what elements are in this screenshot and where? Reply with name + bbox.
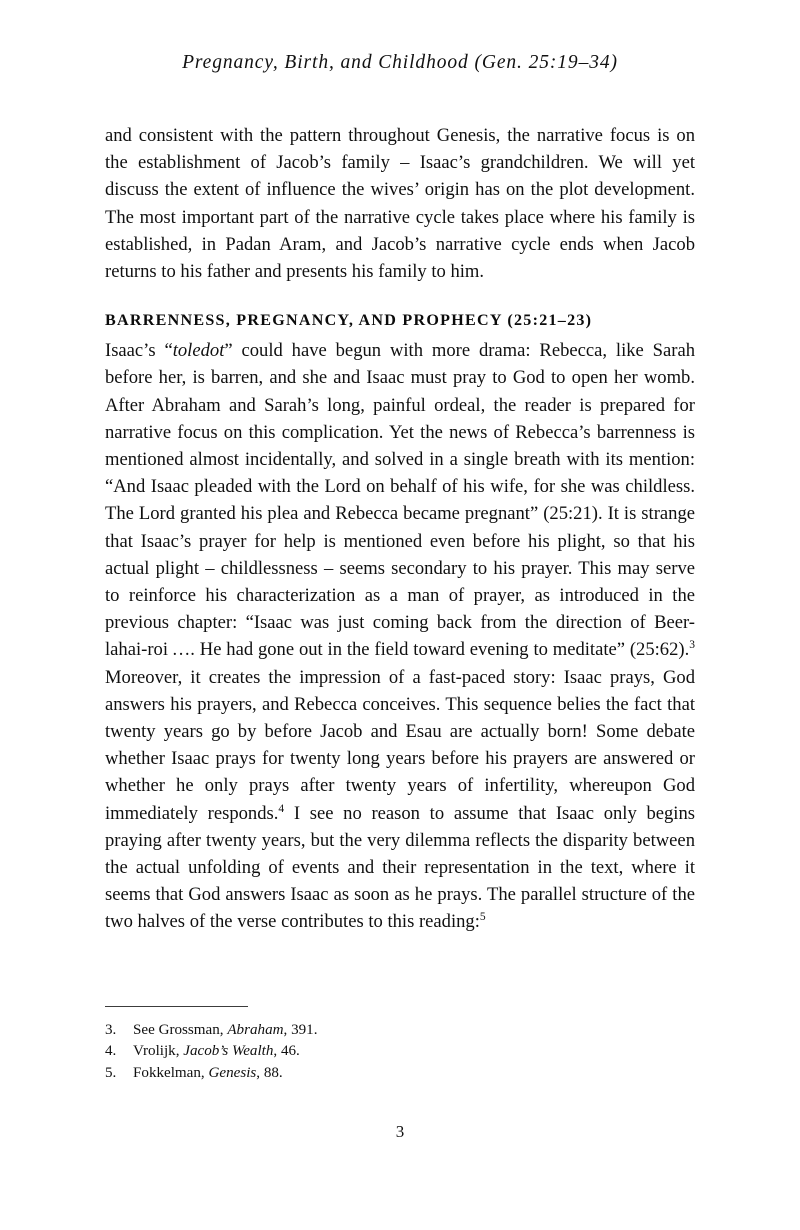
footnote-text [133, 1041, 695, 1062]
footnote-title: Jacob’s Wealth [183, 1043, 274, 1060]
footnote-title: Abraham [227, 1022, 284, 1038]
footnote-marker-4[interactable]: 4 [278, 802, 285, 815]
paragraph-segment-3: Moreover, it creates the impression of a fast-paced story: Isaac prays, God answers his prayers, and Rebecca conceives. This sequence belies the fact that twenty years go by before Jacob and Esau are actually born! Some debate whether Isaac prays for twenty long years before his prayers are answered or whether he only prays after twenty years of infertility, whereupon God immediately responds. [105, 666, 695, 824]
paragraph-segment-1: Isaac’s “ [105, 340, 173, 362]
paragraph-segment-4: I see no reason to assume that Isaac only begins praying after twenty years, but the very dilemma reflects the disparity between the actual unfolding of events and their representation in the text, where it seems that God answers Isaac as soon as he prays. The parallel structure of the two halves of the verse contributes to this reading: [105, 802, 695, 933]
footnote-marker-5[interactable]: 5 [479, 911, 486, 924]
footnote-block [105, 1006, 695, 1084]
footnote-item [105, 1041, 695, 1062]
italic-term-toledot: toledot [172, 340, 225, 362]
footnote-prefix: Vrolijk, [133, 1043, 184, 1060]
footnote-number: 5. [105, 1064, 117, 1081]
paragraph-continuation: and consistent with the pattern throughout Genesis, the narrative focus is on the establishment of Jacob’s family – Isaac’s grandchildren. We will yet discuss the extent of influence the wives’ origin has on the plot development. The most important part of the narrative cycle takes place where his family is established, in Padan Aram, and Jacob’s narrative cycle ends when Jacob returns to his father and presents his family to him. [105, 125, 695, 283]
section-heading: BARRENNESS, PREGNANCY, AND PROPHECY (25:21–23) [105, 312, 593, 330]
footnote-item [105, 1020, 695, 1041]
footnote-text [133, 1063, 695, 1084]
footnote-separator-rule [105, 1006, 248, 1007]
footnote-prefix: Fokkelman, [133, 1064, 209, 1081]
footnote-suffix: , 88. [256, 1064, 283, 1081]
paragraph-barrenness [105, 337, 695, 935]
footnote-marker-3[interactable]: 3 [689, 639, 695, 652]
footnote-item [105, 1063, 695, 1084]
running-head: Pregnancy, Birth, and Childhood (Gen. 25:19–34) [182, 52, 618, 73]
footnote-prefix: See Grossman, [133, 1022, 228, 1038]
paragraph-segment-2: ” could have begun with more drama: Rebecca, like Sarah before her, is barren, and she and Isaac must pray to God to open her womb. After Abraham and Sarah’s long, painful ordeal, the reader is prepared for narrative focus on this complication. Yet the news of Rebecca’s barrenness is mentioned almost incidentally, and solved in a single breath with its mention: “And Isaac pleaded with the Lord on behalf of his wife, for she was childless. The Lord granted his plea and Rebecca became pregnant” (25:21). It is strange that Isaac’s prayer for help is mentioned even before his plight, so that his actual plight – childlessness – seems secondary to his prayer. This may serve to reinforce his characterization as a man of prayer, as introduced in the previous chapter: “Isaac was just coming back from the direction of Beer-lahai-roi …. He had gone out in the field toward evening to meditate” (25:62). [105, 340, 695, 661]
footnote-number: 4. [105, 1043, 117, 1060]
footnote-title: Genesis [208, 1064, 257, 1081]
footnote-number: 3. [105, 1022, 117, 1038]
footnote-suffix: , 46. [273, 1043, 300, 1060]
text-column [105, 122, 695, 936]
footnote-text [133, 1020, 695, 1041]
footnote-suffix: , 391. [283, 1022, 318, 1038]
page-number: 3 [395, 1122, 405, 1141]
